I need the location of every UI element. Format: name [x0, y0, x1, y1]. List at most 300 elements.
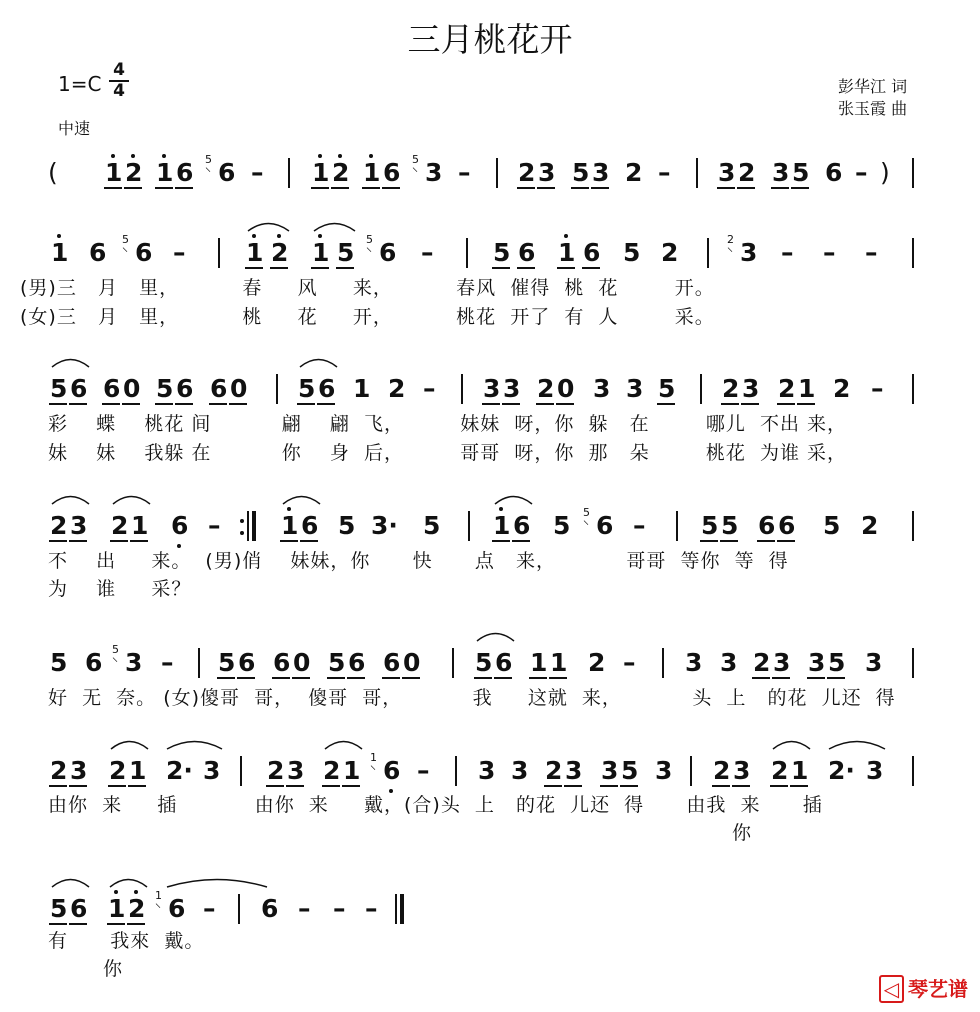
note: 5: [156, 374, 174, 403]
underline: [104, 187, 122, 189]
note: 6: [513, 511, 531, 540]
underline: [712, 785, 730, 787]
repeat-dot: [240, 531, 244, 535]
underline: [582, 267, 600, 269]
note: –: [421, 238, 434, 267]
barline: [707, 238, 709, 268]
underline: [155, 403, 173, 405]
note: 5: [623, 238, 641, 267]
high-octave-dot: [318, 154, 322, 158]
note: –: [865, 238, 878, 267]
underline: [549, 677, 567, 679]
note: 5: [621, 756, 639, 785]
underline: [770, 785, 788, 787]
note: 1: [105, 158, 123, 187]
note: 6: [176, 158, 194, 187]
slur: [166, 876, 268, 888]
note: 2: [625, 158, 643, 187]
note: –: [781, 238, 794, 267]
underline: [571, 187, 589, 189]
grace-note: 2: [727, 233, 734, 246]
underline: [382, 677, 400, 679]
note: 6: [176, 374, 194, 403]
song-title: 三月桃花开: [407, 20, 573, 59]
note: 2: [738, 158, 756, 187]
lyric-line: 妹 妹 我躲 在 你 身 后， 哥哥 呀，你 那 朵 桃花 为谁 采，: [48, 442, 848, 464]
repeat-bar: [247, 511, 249, 541]
note: 2: [332, 158, 350, 187]
note: 3: [655, 756, 673, 785]
grace-hook: ⸌: [412, 165, 419, 179]
underline: [49, 403, 67, 405]
note: 6: [70, 894, 88, 923]
note: 1: [129, 756, 147, 785]
note: 2: [125, 158, 143, 187]
note: 6: [171, 511, 189, 540]
lyric-line: 不 出 来。 (男)俏 妹妹，你 快 点 来， 哥哥 等你 等 得: [48, 550, 789, 572]
grace-hook: ⸌: [370, 763, 377, 777]
note: 3: [685, 648, 703, 677]
key-signature: [58, 72, 101, 96]
note: 2: [271, 238, 289, 267]
note: 1: [493, 511, 511, 540]
slur: [299, 356, 338, 368]
lyric-line: 彩 蝶 桃花 间 翩 翩 飞， 妹妹 呀，你 躲 在 哪儿 不出 来，: [48, 413, 848, 435]
underline: [69, 540, 87, 542]
underline: [512, 540, 530, 542]
underline: [494, 677, 512, 679]
note: 5: [493, 238, 511, 267]
note: 1: [353, 374, 371, 403]
lyric-line: (男)三 月 里， 春 风 来， 春风 催得 桃 花 开。: [20, 277, 715, 299]
note: 2: [778, 374, 796, 403]
underline: [772, 677, 790, 679]
note: 3: [483, 374, 501, 403]
slur: [110, 738, 149, 750]
site-logo: [879, 973, 968, 1002]
note: 6: [518, 238, 536, 267]
repeat-dot: [240, 519, 244, 523]
note: 2: [267, 756, 285, 785]
underline: [108, 785, 126, 787]
underline: [175, 187, 193, 189]
note: 3: [203, 756, 221, 785]
high-octave-dot: [277, 234, 281, 238]
underline: [600, 785, 618, 787]
underline: [492, 267, 510, 269]
note: 1: [312, 238, 330, 267]
logo-icon: ◁: [879, 975, 904, 1003]
underline: [107, 923, 125, 925]
note: –: [251, 158, 264, 187]
underline: [757, 540, 775, 542]
slur: [51, 356, 90, 368]
grace-note: 5: [366, 233, 373, 246]
underline: [322, 785, 340, 787]
barline: [452, 648, 454, 678]
lyric-line: 你: [732, 822, 753, 844]
underline: [102, 403, 120, 405]
note: 1: [156, 158, 174, 187]
note: 3: [478, 756, 496, 785]
note: 5: [337, 238, 355, 267]
barline: [240, 756, 242, 786]
key-label: 1=C: [58, 72, 102, 96]
note: 3: [772, 158, 790, 187]
underline: [229, 403, 247, 405]
high-octave-dot: [114, 890, 118, 894]
note: –: [417, 756, 430, 785]
paren-close: ): [880, 158, 890, 187]
note: 3: [601, 756, 619, 785]
barline: [468, 511, 470, 541]
underline: [657, 403, 675, 405]
note: 5: [658, 374, 676, 403]
high-octave-dot: [162, 154, 166, 158]
tempo-marking: 中速: [58, 119, 91, 138]
underline: [327, 677, 345, 679]
high-octave-dot: [318, 234, 322, 238]
lyric-line: 你: [103, 958, 124, 980]
underline: [237, 677, 255, 679]
underline: [362, 187, 380, 189]
note: 2·: [166, 756, 193, 785]
underline: [536, 403, 554, 405]
underline: [777, 540, 795, 542]
slur: [51, 876, 90, 888]
barline: [696, 158, 698, 188]
note: 5: [423, 511, 441, 540]
note: 0: [403, 648, 421, 677]
slur: [282, 493, 321, 505]
note: 2: [545, 756, 563, 785]
slur: [828, 738, 886, 750]
final-bar-thick: [400, 894, 404, 924]
note: 1: [131, 511, 149, 540]
note: 3: [70, 756, 88, 785]
time-signature: [109, 62, 129, 100]
barline: [912, 756, 914, 786]
barline: [455, 756, 457, 786]
underline: [245, 267, 263, 269]
underline: [502, 403, 520, 405]
underline: [827, 677, 845, 679]
underline: [317, 403, 335, 405]
note: 6: [348, 648, 366, 677]
note: 2: [128, 894, 146, 923]
note: 6: [135, 238, 153, 267]
note: 3: [593, 374, 611, 403]
note: 5: [298, 374, 316, 403]
note: 5: [701, 511, 719, 540]
lyric-line: 好 无 奈。 (女)傻哥 哥， 傻哥 哥， 我 这就 来， 头 上 的花 儿还 得: [48, 687, 896, 709]
underline: [292, 677, 310, 679]
paren-open: (: [48, 158, 58, 187]
note: 6: [238, 648, 256, 677]
note: 2: [323, 756, 341, 785]
note: 6: [210, 374, 228, 403]
underline: [69, 403, 87, 405]
note: 1: [246, 238, 264, 267]
underline: [402, 677, 420, 679]
underline: [382, 187, 400, 189]
note: 3: [503, 374, 521, 403]
note: 6: [383, 158, 401, 187]
underline: [311, 267, 329, 269]
underline: [128, 785, 146, 787]
note: –: [623, 648, 636, 677]
note: 2: [518, 158, 536, 187]
note: 1: [108, 894, 126, 923]
note: 2: [588, 648, 606, 677]
note: –: [365, 894, 378, 923]
grace-note: 5: [112, 643, 119, 656]
underline: [49, 923, 67, 925]
note: 3: [865, 648, 883, 677]
note: 3: [287, 756, 305, 785]
barline: [288, 158, 290, 188]
note: 5: [792, 158, 810, 187]
note: 1: [550, 648, 568, 677]
barline: [912, 648, 914, 678]
underline: [557, 267, 575, 269]
note: 0: [123, 374, 141, 403]
high-octave-dot: [111, 154, 115, 158]
underline: [777, 403, 795, 405]
slur: [247, 220, 290, 232]
note: 2: [50, 511, 68, 540]
barline: [676, 511, 678, 541]
underline: [771, 187, 789, 189]
underline: [544, 785, 562, 787]
note: 6: [261, 894, 279, 923]
note: –: [203, 894, 216, 923]
note: 0: [293, 648, 311, 677]
note: 6: [103, 374, 121, 403]
note: 2: [50, 756, 68, 785]
grace-hook: ⸌: [366, 245, 373, 259]
slur: [51, 493, 90, 505]
underline: [300, 540, 318, 542]
high-octave-dot: [369, 154, 373, 158]
underline: [69, 923, 87, 925]
note: 2: [771, 756, 789, 785]
note: 5: [218, 648, 236, 677]
note: 6: [301, 511, 319, 540]
note: 3: [866, 756, 884, 785]
note: 5: [338, 511, 356, 540]
note: 2: [833, 374, 851, 403]
repeat-bar-thick: [252, 511, 256, 541]
note: –: [871, 374, 884, 403]
note: 2: [388, 374, 406, 403]
note: 6: [758, 511, 776, 540]
note: 5: [572, 158, 590, 187]
note: 3·: [371, 511, 398, 540]
note: 1: [530, 648, 548, 677]
underline: [124, 187, 142, 189]
note: 6: [218, 158, 236, 187]
underline: [155, 187, 173, 189]
underline: [347, 677, 365, 679]
note: 1: [312, 158, 330, 187]
underline: [517, 187, 535, 189]
underline: [482, 403, 500, 405]
time-numerator: 4: [113, 60, 125, 80]
note: 0: [230, 374, 248, 403]
note: 1: [363, 158, 381, 187]
slur: [112, 493, 151, 505]
note: –: [633, 511, 646, 540]
note: 3: [626, 374, 644, 403]
lyric-line: (女)三 月 里， 桃 花 开， 桃花 开了 有 人 采。: [20, 306, 715, 328]
underline: [474, 677, 492, 679]
slur: [313, 220, 356, 232]
underline: [700, 540, 718, 542]
underline: [266, 785, 284, 787]
note: 6: [825, 158, 843, 187]
note: 0: [557, 374, 575, 403]
underline: [797, 403, 815, 405]
note: 5: [823, 511, 841, 540]
note: 6: [318, 374, 336, 403]
high-octave-dot: [287, 507, 291, 511]
grace-hook: ⸌: [112, 655, 119, 669]
underline: [620, 785, 638, 787]
grace-note: 1: [370, 751, 377, 764]
underline: [272, 677, 290, 679]
note: 3: [565, 756, 583, 785]
underline: [336, 267, 354, 269]
underline: [127, 923, 145, 925]
note: 3: [538, 158, 556, 187]
note: 6: [273, 648, 291, 677]
note: 2: [111, 511, 129, 540]
note: 6: [168, 894, 186, 923]
barline: [218, 238, 220, 268]
note: –: [458, 158, 471, 187]
note: –: [423, 374, 436, 403]
underline: [564, 785, 582, 787]
high-octave-dot: [57, 234, 61, 238]
grace-note: 1: [155, 889, 162, 902]
note: –: [298, 894, 311, 923]
note: 1: [343, 756, 361, 785]
grace-note: 5: [205, 153, 212, 166]
underline: [286, 785, 304, 787]
note: 6: [70, 374, 88, 403]
note: 3: [511, 756, 529, 785]
slur: [324, 738, 363, 750]
note: 2: [537, 374, 555, 403]
underline: [175, 403, 193, 405]
underline: [331, 187, 349, 189]
underline: [342, 785, 360, 787]
note: 5: [328, 648, 346, 677]
note: 1: [281, 511, 299, 540]
grace-hook: ⸌: [727, 245, 734, 259]
note: 6: [85, 648, 103, 677]
high-octave-dot: [252, 234, 256, 238]
note: 3: [733, 756, 751, 785]
barline: [662, 648, 664, 678]
underline: [297, 403, 315, 405]
composer-credit: 张玉霞 曲: [838, 99, 908, 118]
note: 3: [808, 648, 826, 677]
underline: [49, 785, 67, 787]
note: 6: [495, 648, 513, 677]
underline: [280, 540, 298, 542]
note: –: [208, 511, 221, 540]
underline: [529, 677, 547, 679]
time-denominator: 4: [113, 81, 125, 101]
note: 5: [50, 648, 68, 677]
note: 1: [798, 374, 816, 403]
logo-text: 琴艺谱: [908, 977, 968, 1001]
note: 3: [70, 511, 88, 540]
grace-note: 5: [412, 153, 419, 166]
barline: [700, 374, 702, 404]
lyric-line: 由你 来 插 由你 来 戴，(合)头 上 的花 儿还 得 由我 来 插: [48, 794, 823, 816]
barline: [238, 894, 240, 924]
note: 3: [773, 648, 791, 677]
barline: [276, 374, 278, 404]
barline: [912, 511, 914, 541]
underline: [752, 677, 770, 679]
underline: [537, 187, 555, 189]
underline: [732, 785, 750, 787]
note: 3: [425, 158, 443, 187]
underline: [209, 403, 227, 405]
note: 3: [720, 648, 738, 677]
slur: [166, 738, 223, 750]
note: 3: [740, 238, 758, 267]
note: 1: [51, 238, 69, 267]
barline: [496, 158, 498, 188]
underline: [717, 187, 735, 189]
barline: [198, 648, 200, 678]
underline: [49, 540, 67, 542]
high-octave-dot: [499, 507, 503, 511]
note: 2: [861, 511, 879, 540]
note: 6: [383, 648, 401, 677]
barline: [466, 238, 468, 268]
slur: [494, 493, 533, 505]
underline: [791, 187, 809, 189]
high-octave-dot: [131, 154, 135, 158]
note: 6: [89, 238, 107, 267]
note: 5: [721, 511, 739, 540]
note: 5: [475, 648, 493, 677]
high-octave-dot: [564, 234, 568, 238]
grace-hook: ⸌: [122, 245, 129, 259]
slur: [772, 738, 811, 750]
note: –: [173, 238, 186, 267]
note: 3: [742, 374, 760, 403]
note: 3: [718, 158, 736, 187]
grace-hook: ⸌: [583, 518, 590, 532]
high-octave-dot: [338, 154, 342, 158]
grace-hook: ⸌: [205, 165, 212, 179]
slur: [476, 630, 515, 642]
underline: [737, 187, 755, 189]
note: 2: [109, 756, 127, 785]
note: 6: [383, 756, 401, 785]
barline: [912, 374, 914, 404]
underline: [741, 403, 759, 405]
barline: [912, 238, 914, 268]
note: 3: [592, 158, 610, 187]
